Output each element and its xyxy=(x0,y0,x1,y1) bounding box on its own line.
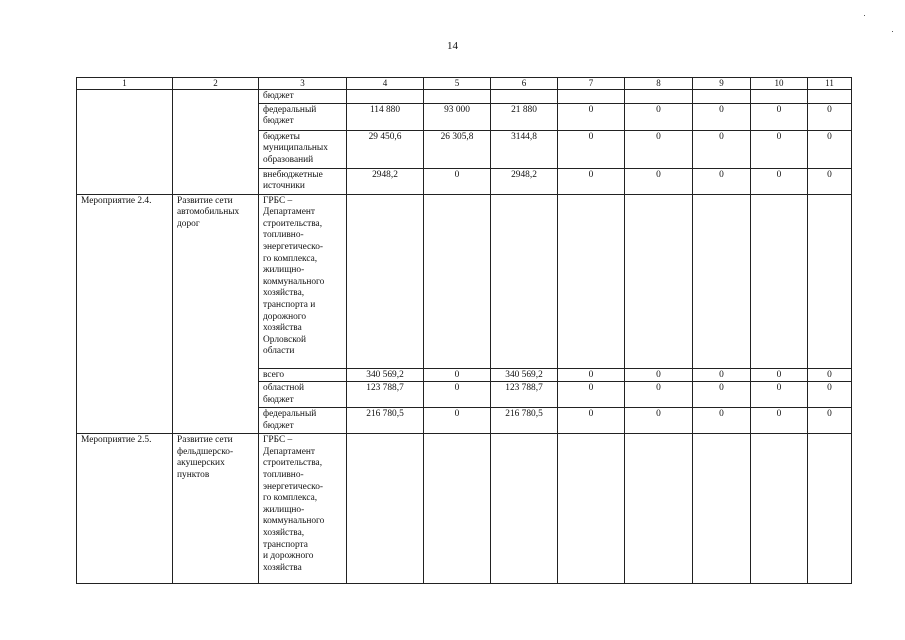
grbs-cell: ГРБС – Департамент строительства, топливно- энергетическо- го комплекса, жилищно- коммунального хозяйства, транспорта и дорожного хозяйства xyxy=(259,434,347,584)
value-cell: 29 450,6 xyxy=(347,130,424,168)
value-cell: 0 xyxy=(424,168,491,194)
value-cell: 0 xyxy=(751,382,808,408)
value-cell: 0 xyxy=(751,103,808,130)
funding-source: областной бюджет xyxy=(259,382,347,408)
budget-table-container xyxy=(76,77,852,584)
measure-name-cell xyxy=(173,90,259,195)
value-cell: 0 xyxy=(808,103,852,130)
value-cell: 123 788,7 xyxy=(491,382,558,408)
value-cell: 2948,2 xyxy=(347,168,424,194)
column-number: 10 xyxy=(751,78,808,90)
funding-source: всего xyxy=(259,368,347,382)
column-number: 4 xyxy=(347,78,424,90)
value-cell: 3144,8 xyxy=(491,130,558,168)
value-cell: 0 xyxy=(625,130,693,168)
column-number-row xyxy=(77,78,852,90)
value-cell: 0 xyxy=(808,368,852,382)
value-cell: 123 788,7 xyxy=(347,382,424,408)
value-cell: 2948,2 xyxy=(491,168,558,194)
funding-source: бюджет xyxy=(259,90,347,104)
column-number: 8 xyxy=(625,78,693,90)
value-cell: 0 xyxy=(558,103,625,130)
value-cell: 0 xyxy=(558,130,625,168)
value-cell: 0 xyxy=(751,408,808,434)
column-number: 9 xyxy=(693,78,751,90)
value-cell: 0 xyxy=(808,408,852,434)
funding-source: федеральный бюджет xyxy=(259,408,347,434)
budget-table xyxy=(76,77,852,584)
value-cell: 0 xyxy=(751,130,808,168)
measure-code-cell: Мероприятие 2.5. xyxy=(77,434,173,584)
value-cell: 0 xyxy=(808,382,852,408)
value-cell: 0 xyxy=(693,408,751,434)
measure-code-cell: Мероприятие 2.4. xyxy=(77,194,173,434)
value-cell: 0 xyxy=(625,382,693,408)
table-row xyxy=(77,194,852,368)
grbs-cell: ГРБС – Департамент строительства, топливно- энергетическо- го комплекса, жилищно- коммунального хозяйства, транспорта и дорожного хозяйства Орловской области xyxy=(259,194,347,368)
column-number: 3 xyxy=(259,78,347,90)
value-cell: 216 780,5 xyxy=(491,408,558,434)
value-cell: 0 xyxy=(693,103,751,130)
value-cell: 0 xyxy=(625,408,693,434)
page-number: 14 xyxy=(447,40,458,52)
value-cell: 93 000 xyxy=(424,103,491,130)
value-cell: 0 xyxy=(625,103,693,130)
value-cell: 0 xyxy=(558,382,625,408)
value-cell: 0 xyxy=(808,168,852,194)
funding-source: федеральный бюджет xyxy=(259,103,347,130)
value-cell: 0 xyxy=(693,130,751,168)
value-cell: 0 xyxy=(424,368,491,382)
value-cell: 0 xyxy=(424,408,491,434)
value-cell: 0 xyxy=(558,168,625,194)
table-row xyxy=(77,90,852,104)
value-cell: 26 305,8 xyxy=(424,130,491,168)
value-cell: 0 xyxy=(625,168,693,194)
column-number: 5 xyxy=(424,78,491,90)
value-cell: 0 xyxy=(751,368,808,382)
measure-name-cell: Развитие сети фельдшерско- акушерских пунктов xyxy=(173,434,259,584)
measure-code-cell xyxy=(77,90,173,195)
value-cell: 0 xyxy=(558,368,625,382)
column-number: 1 xyxy=(77,78,173,90)
measure-name-cell: Развитие сети автомобильных дорог xyxy=(173,194,259,434)
value-cell: 0 xyxy=(751,168,808,194)
value-cell: 21 880 xyxy=(491,103,558,130)
value-cell: 114 880 xyxy=(347,103,424,130)
value-cell: 340 569,2 xyxy=(491,368,558,382)
column-number: 2 xyxy=(173,78,259,90)
funding-source: бюджеты муниципальных образований xyxy=(259,130,347,168)
value-cell: 0 xyxy=(424,382,491,408)
table-row xyxy=(77,434,852,584)
value-cell: 216 780,5 xyxy=(347,408,424,434)
column-number: 7 xyxy=(558,78,625,90)
scan-speck xyxy=(892,31,893,32)
funding-source: внебюджетные источники xyxy=(259,168,347,194)
column-number: 11 xyxy=(808,78,852,90)
value-cell: 0 xyxy=(558,408,625,434)
value-cell: 0 xyxy=(693,382,751,408)
value-cell: 0 xyxy=(693,368,751,382)
value-cell: 0 xyxy=(808,130,852,168)
value-cell: 340 569,2 xyxy=(347,368,424,382)
scan-speck xyxy=(864,15,865,16)
value-cell: 0 xyxy=(625,368,693,382)
value-cell: 0 xyxy=(693,168,751,194)
column-number: 6 xyxy=(491,78,558,90)
